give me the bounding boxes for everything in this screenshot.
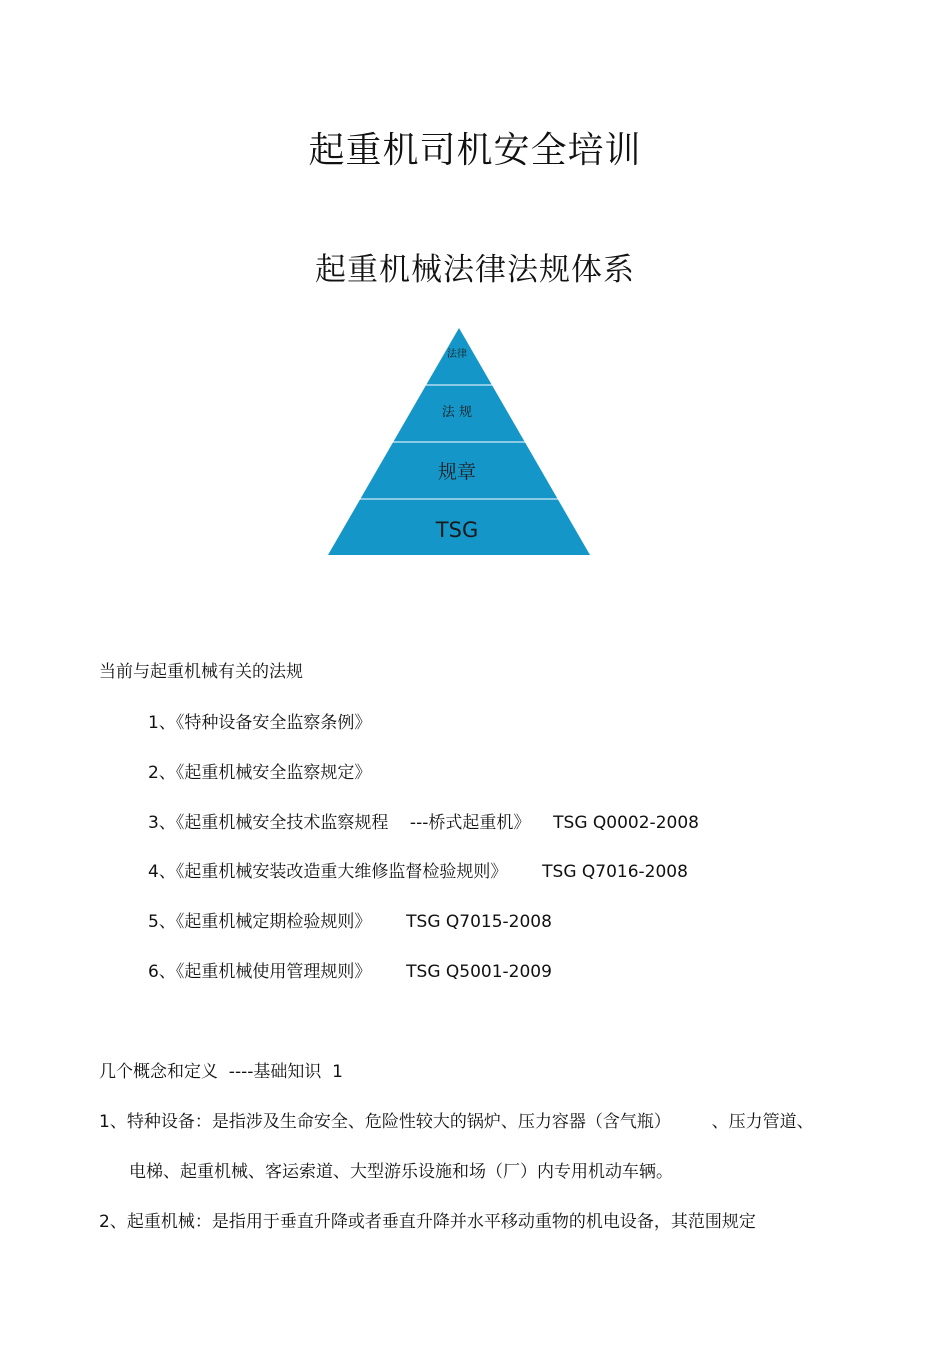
pyramid-level-regulation: 法 规 xyxy=(441,405,473,420)
regulation-title: 1、《特种设备安全监察条例》 xyxy=(148,713,372,733)
pyramid-level-rules: 规章 xyxy=(437,461,477,483)
definition-1-text: 1、特种设备：是指涉及生命安全、危险性较大的锅炉、压力容器（含气瓶） xyxy=(99,1112,671,1132)
regulation-title: 6、《起重机械使用管理规则》 xyxy=(148,962,372,982)
regulation-item-4 xyxy=(148,857,688,882)
regulation-code: TSG Q0002-2008 xyxy=(553,813,699,833)
regulation-item-6 xyxy=(148,957,552,982)
regulation-title: 5、《起重机械定期检验规则》 xyxy=(148,912,372,932)
regulation-title: 3、《起重机械安全技术监察规程 ---桥式起重机》 xyxy=(148,813,531,833)
regulation-code: TSG Q7015-2008 xyxy=(406,912,552,932)
regulation-title: 2、《起重机械安全监察规定》 xyxy=(148,763,372,783)
pyramid-level-law: 法律 xyxy=(447,349,467,360)
regulation-item-3 xyxy=(148,808,699,833)
regulation-item-5 xyxy=(148,907,552,932)
section-title: 起重机械法律法规体系 xyxy=(315,252,635,288)
regulation-pyramid-diagram xyxy=(326,326,592,558)
regulation-code: TSG Q7016-2008 xyxy=(542,862,688,882)
definition-2-line-1: 2、起重机械：是指用于垂直升降或者垂直升降并水平移动重物的机电设备，其范围规定 xyxy=(99,1212,756,1232)
regulation-item-2 xyxy=(148,758,371,783)
pyramid-level-tsg: TSG xyxy=(435,518,479,542)
regulation-title: 4、《起重机械安装改造重大维修监督检验规则》 xyxy=(148,862,508,882)
document-title: 起重机司机安全培训 xyxy=(308,130,642,171)
definition-1-continued: 、压力管道、 xyxy=(711,1112,814,1132)
regulations-heading: 当前与起重机械有关的法规 xyxy=(99,662,303,682)
definition-1-line-2: 电梯、起重机械、客运索道、大型游乐设施和场（厂）内专用机动车辆。 xyxy=(129,1162,673,1182)
definition-1-line-1 xyxy=(99,1107,814,1132)
regulation-code: TSG Q5001-2009 xyxy=(406,962,552,982)
regulation-item-1 xyxy=(148,708,371,733)
concepts-heading: 几个概念和定义 ----基础知识 1 xyxy=(99,1062,343,1082)
